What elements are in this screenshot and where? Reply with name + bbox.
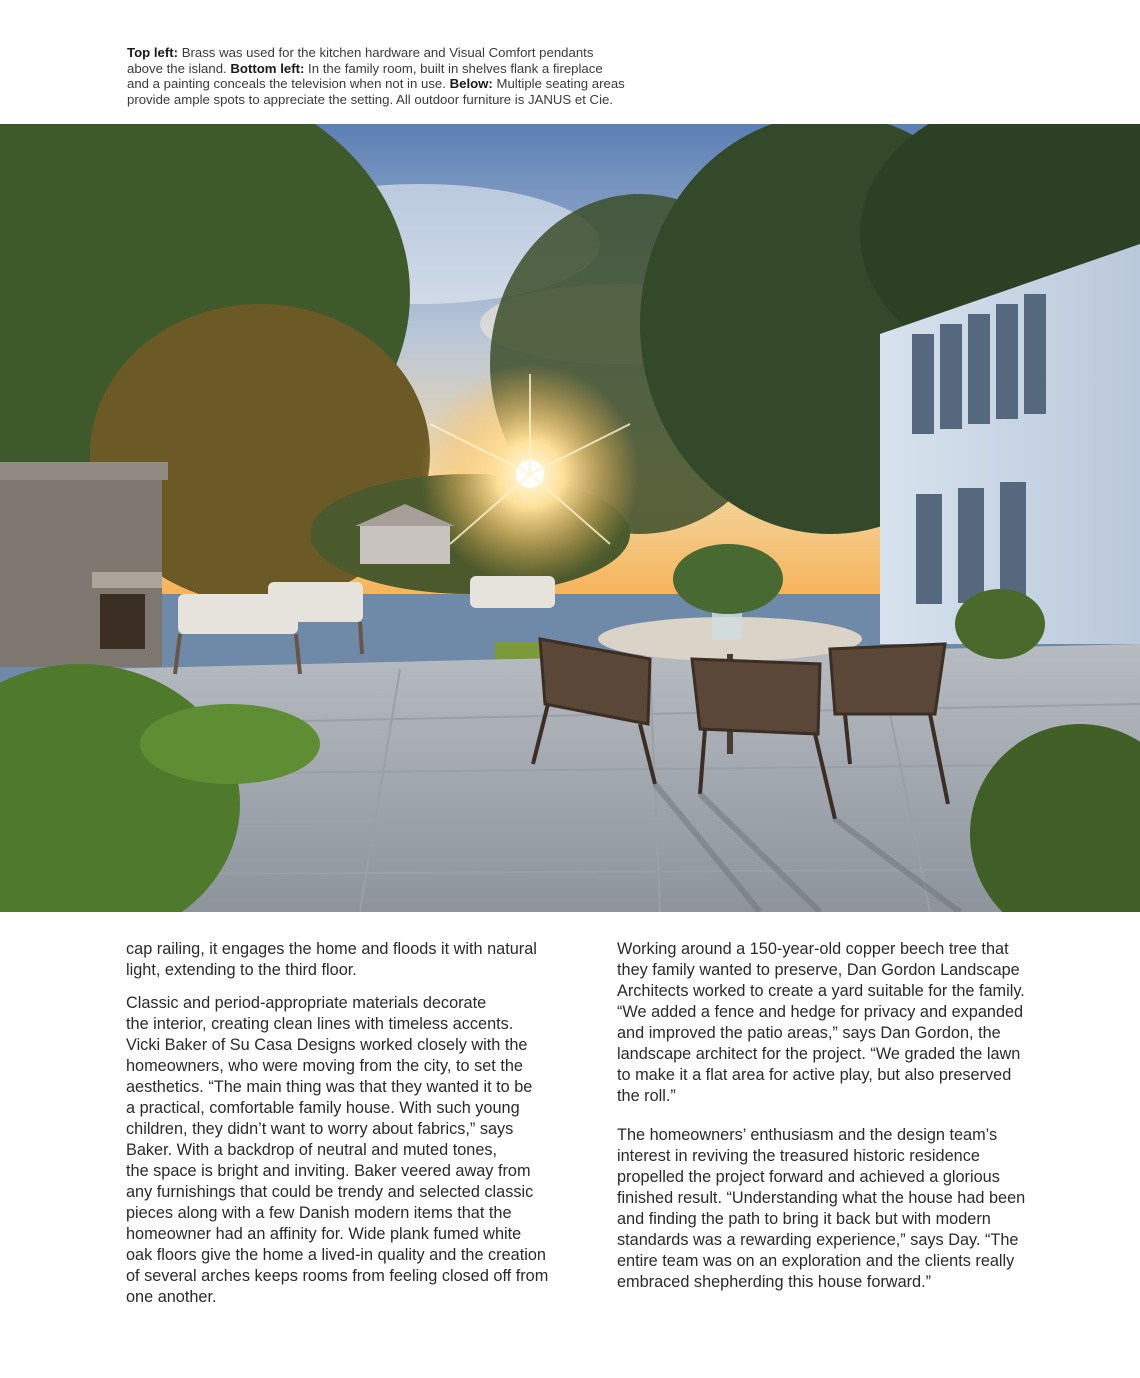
article-column-left [126, 939, 586, 1320]
caption-label-below: Below: [449, 76, 493, 91]
paragraph [617, 1125, 1073, 1293]
text-line: homeowner had an affinity for. Wide plank fumed white [126, 1225, 522, 1243]
text-line: entire team was on an exploration and the clients really [617, 1252, 1015, 1270]
text-line: a practical, comfortable family house. With such young [126, 1099, 520, 1117]
caption-text: Multiple seating areas [492, 76, 625, 91]
text-line: Architects worked to create a yard suitable for the family. [617, 982, 1025, 1000]
text-line: interest in reviving the treasured historic residence [617, 1147, 980, 1165]
text-line: Baker. With a backdrop of neutral and muted tones, [126, 1141, 498, 1159]
text-line: standards was a rewarding experience,” says Day. “The [617, 1231, 1019, 1249]
caption-text: above the island. [127, 60, 231, 76]
text-line: they family wanted to preserve, Dan Gordon Landscape [617, 961, 1020, 979]
paragraph [126, 939, 586, 981]
text-line: oak floors give the home a lived-in quality and the creation [126, 1246, 546, 1264]
text-line: embraced shepherding this house forward.” [617, 1273, 932, 1291]
paragraph [126, 993, 586, 1308]
text-line: homeowners, who were moving from the city, to set the [126, 1057, 523, 1075]
text-line: aesthetics. “The main thing was that they wanted it to be [126, 1078, 533, 1096]
text-line: and finding the path to bring it back but with modern [617, 1210, 991, 1228]
caption-text: Brass was used for the kitchen hardware and Visual Comfort pendants [178, 45, 594, 60]
caption-text: provide ample spots to appreciate the setting. All outdoor furniture is JANUS et Cie. [127, 91, 613, 107]
text-line: children, they didn’t want to worry about fabrics,” says [126, 1120, 514, 1138]
text-line: cap railing, it engages the home and floods it with natural [126, 940, 537, 958]
text-line: Vicki Baker of Su Casa Designs worked closely with the [126, 1036, 528, 1054]
paragraph [617, 939, 1073, 1107]
caption-label-top-left: Top left: [127, 45, 179, 60]
caption-text: In the family room, built in shelves flank a fireplace [304, 60, 603, 76]
text-line: of several arches keeps rooms from feeling closed off from [126, 1267, 549, 1285]
caption-text: and a painting conceals the television when not in use. [127, 76, 450, 91]
patio-sunset-photo [0, 124, 1140, 912]
text-line: landscape architect for the project. “We graded the lawn [617, 1045, 1021, 1063]
text-line: Working around a 150-year-old copper beech tree that [617, 940, 1009, 958]
text-line: “We added a fence and hedge for privacy and expanded [617, 1003, 1024, 1021]
text-line: finished result. “Understanding what the house had been [617, 1189, 1026, 1207]
text-line: The homeowners’ enthusiasm and the design team’s [617, 1126, 998, 1144]
text-line: to make it a flat area for active play, but also preserved [617, 1066, 1012, 1084]
text-line: Classic and period-appropriate materials decorate [126, 994, 487, 1012]
text-line: one another. [126, 1288, 217, 1306]
text-line: any furnishings that could be trendy and selected classic [126, 1183, 534, 1201]
photo-caption [127, 45, 727, 107]
text-line: pieces along with a few Danish modern items that the [126, 1204, 512, 1222]
article-column-right [617, 939, 1073, 1305]
caption-label-bottom-left: Bottom left: [230, 60, 305, 76]
text-line: and improved the patio areas,” says Dan Gordon, the [617, 1024, 1001, 1042]
text-line: propelled the project forward and achieved a glorious [617, 1168, 1000, 1186]
text-line: the roll.” [617, 1087, 676, 1105]
text-line: the interior, creating clean lines with timeless accents. [126, 1015, 514, 1033]
text-line: the space is bright and inviting. Baker veered away from [126, 1162, 531, 1180]
text-line: light, extending to the third floor. [126, 961, 357, 979]
